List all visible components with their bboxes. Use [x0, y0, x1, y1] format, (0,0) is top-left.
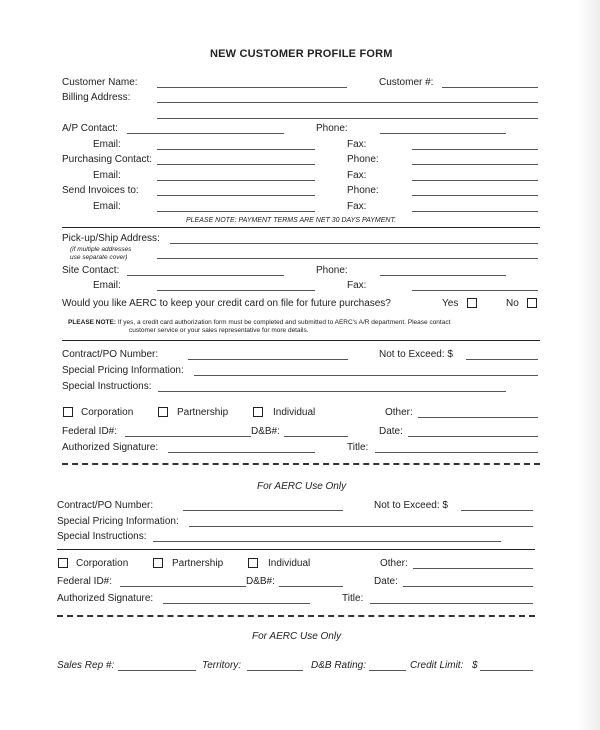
- footer-aerc-use-only-heading: For AERC Use Only: [252, 631, 342, 642]
- aerc-special-instructions-field[interactable]: [153, 541, 501, 542]
- invoices-fax-label: Fax:: [347, 201, 367, 212]
- authorized-signature-field[interactable]: [168, 452, 315, 453]
- contract-po-label: Contract/PO Number:: [62, 349, 159, 360]
- site-phone-label: Phone:: [316, 265, 348, 276]
- ap-contact-field[interactable]: [127, 133, 284, 134]
- pickup-hint-2: use separate cover): [70, 254, 128, 261]
- other-label: Other:: [385, 407, 413, 418]
- credit-card-note: [68, 319, 450, 327]
- aerc-individual-label: Individual: [268, 558, 311, 569]
- billing-address-field-2[interactable]: [157, 118, 538, 119]
- aerc-individual-checkbox[interactable]: [248, 558, 258, 568]
- ap-email-label: Email:: [93, 139, 121, 150]
- customer-name-field[interactable]: [157, 87, 347, 88]
- aerc-federal-id-label: Federal ID#:: [57, 576, 113, 587]
- partnership-label: Partnership: [177, 407, 229, 418]
- aerc-special-pricing-label: Special Pricing Information:: [57, 516, 179, 527]
- partnership-checkbox[interactable]: [158, 407, 168, 417]
- not-to-exceed-field[interactable]: [466, 359, 538, 360]
- site-contact-field[interactable]: [127, 275, 284, 276]
- divider: [62, 340, 540, 341]
- send-invoices-label: Send Invoices to:: [62, 185, 139, 196]
- aerc-title-field[interactable]: [370, 603, 533, 604]
- aerc-not-to-exceed-field[interactable]: [461, 510, 533, 511]
- aerc-corporation-label: Corporation: [76, 558, 129, 569]
- ap-fax-label: Fax:: [347, 139, 367, 150]
- territory-label: Territory:: [202, 660, 242, 671]
- sales-rep-label: Sales Rep #:: [57, 660, 115, 671]
- sales-rep-field[interactable]: [118, 670, 196, 671]
- aerc-date-field[interactable]: [403, 586, 533, 587]
- ap-fax-field[interactable]: [412, 149, 538, 150]
- individual-checkbox[interactable]: [253, 407, 263, 417]
- aerc-special-pricing-field[interactable]: [189, 526, 533, 527]
- customer-number-field[interactable]: [442, 87, 538, 88]
- divider: [57, 549, 535, 550]
- corporation-checkbox[interactable]: [63, 407, 73, 417]
- aerc-use-only-heading: For AERC Use Only: [257, 481, 347, 492]
- ap-phone-label: Phone:: [316, 123, 348, 134]
- ap-contact-label: A/P Contact:: [62, 123, 118, 134]
- dashed-divider: [62, 463, 540, 465]
- date-field[interactable]: [408, 436, 538, 437]
- site-contact-label: Site Contact:: [62, 265, 120, 276]
- credit-limit-label: Credit Limit:: [410, 660, 464, 671]
- title-label: Title:: [347, 442, 369, 453]
- no-checkbox[interactable]: [527, 298, 537, 308]
- invoices-email-label: Email:: [93, 201, 121, 212]
- dnb-rating-field[interactable]: [369, 670, 406, 671]
- corporation-label: Corporation: [81, 407, 134, 418]
- page-title: NEW CUSTOMER PROFILE FORM: [210, 48, 393, 60]
- aerc-other-label: Other:: [380, 558, 408, 569]
- credit-card-note-line-1: If yes, a credit card authorization form must be completed and submitted to AERC's A/R department. Please contact: [117, 319, 451, 326]
- aerc-other-field[interactable]: [413, 568, 533, 569]
- invoices-fax-field[interactable]: [412, 211, 538, 212]
- date-label: Date:: [379, 426, 403, 437]
- credit-card-note-label: PLEASE NOTE:: [68, 319, 117, 326]
- send-invoices-field[interactable]: [157, 195, 315, 196]
- authorized-signature-label: Authorized Signature:: [62, 442, 159, 453]
- dashed-divider: [57, 615, 535, 617]
- aerc-federal-id-field[interactable]: [120, 586, 246, 587]
- purchasing-fax-label: Fax:: [347, 170, 367, 181]
- site-email-label: Email:: [93, 280, 121, 291]
- purchasing-contact-field[interactable]: [157, 164, 315, 165]
- special-instructions-field[interactable]: [158, 391, 506, 392]
- title-field[interactable]: [375, 452, 538, 453]
- invoices-phone-field[interactable]: [412, 195, 538, 196]
- dnb-label: D&B#:: [251, 426, 280, 437]
- invoices-email-field[interactable]: [157, 211, 315, 212]
- customer-name-label: Customer Name:: [62, 77, 138, 88]
- special-instructions-label: Special Instructions:: [62, 381, 152, 392]
- ap-email-field[interactable]: [157, 149, 315, 150]
- aerc-partnership-label: Partnership: [172, 558, 224, 569]
- payment-terms-note: PLEASE NOTE: PAYMENT TERMS ARE NET 30 DAYS PAYMENT.: [186, 217, 397, 224]
- aerc-corporation-checkbox[interactable]: [58, 558, 68, 568]
- purchasing-email-field[interactable]: [157, 180, 315, 181]
- credit-limit-field[interactable]: [480, 670, 533, 671]
- ap-phone-field[interactable]: [380, 133, 506, 134]
- pickup-address-field-2[interactable]: [157, 258, 538, 259]
- purchasing-contact-label: Purchasing Contact:: [62, 154, 153, 165]
- site-fax-label: Fax:: [347, 280, 367, 291]
- special-pricing-field[interactable]: [194, 375, 538, 376]
- aerc-date-label: Date:: [374, 576, 398, 587]
- dnb-field[interactable]: [284, 436, 348, 437]
- no-label: No: [506, 298, 519, 309]
- pickup-address-label: Pick-up/Ship Address:: [62, 233, 160, 244]
- aerc-authorized-signature-label: Authorized Signature:: [57, 593, 154, 604]
- aerc-title-label: Title:: [342, 593, 364, 604]
- aerc-dnb-label: D&B#:: [246, 576, 275, 587]
- credit-limit-currency: $: [472, 660, 478, 671]
- aerc-contract-po-field[interactable]: [183, 510, 343, 511]
- site-fax-field[interactable]: [412, 290, 538, 291]
- territory-field[interactable]: [247, 670, 303, 671]
- divider: [62, 227, 540, 228]
- federal-id-field[interactable]: [125, 436, 251, 437]
- purchasing-email-label: Email:: [93, 170, 121, 181]
- billing-address-label: Billing Address:: [62, 92, 131, 103]
- federal-id-label: Federal ID#:: [62, 426, 118, 437]
- yes-checkbox[interactable]: [467, 298, 477, 308]
- special-pricing-label: Special Pricing Information:: [62, 365, 184, 376]
- aerc-contract-po-label: Contract/PO Number:: [57, 500, 154, 511]
- pickup-hint-1: (if multiple addresses: [70, 246, 132, 253]
- aerc-partnership-checkbox[interactable]: [153, 558, 163, 568]
- aerc-authorized-signature-field[interactable]: [163, 603, 310, 604]
- aerc-special-instructions-label: Special Instructions:: [57, 531, 147, 542]
- individual-label: Individual: [273, 407, 316, 418]
- not-to-exceed-label: Not to Exceed: $: [379, 349, 453, 360]
- yes-label: Yes: [442, 298, 459, 309]
- site-email-field[interactable]: [157, 290, 315, 291]
- pickup-address-field-1[interactable]: [170, 243, 538, 244]
- purchasing-phone-field[interactable]: [412, 164, 538, 165]
- other-field[interactable]: [418, 417, 538, 418]
- aerc-not-to-exceed-label: Not to Exceed: $: [374, 500, 448, 511]
- aerc-dnb-field[interactable]: [279, 586, 343, 587]
- purchasing-phone-label: Phone:: [347, 154, 379, 165]
- contract-po-field[interactable]: [188, 359, 348, 360]
- invoices-phone-label: Phone:: [347, 185, 379, 196]
- customer-number-label: Customer #:: [379, 77, 434, 88]
- purchasing-fax-field[interactable]: [412, 180, 538, 181]
- billing-address-field-1[interactable]: [157, 102, 538, 103]
- dnb-rating-label: D&B Rating:: [311, 660, 367, 671]
- site-phone-field[interactable]: [380, 275, 506, 276]
- credit-card-note-line-2: customer service or your sales representative for more details.: [129, 327, 309, 334]
- credit-card-question: Would you like AERC to keep your credit card on file for future purchases?: [62, 298, 391, 309]
